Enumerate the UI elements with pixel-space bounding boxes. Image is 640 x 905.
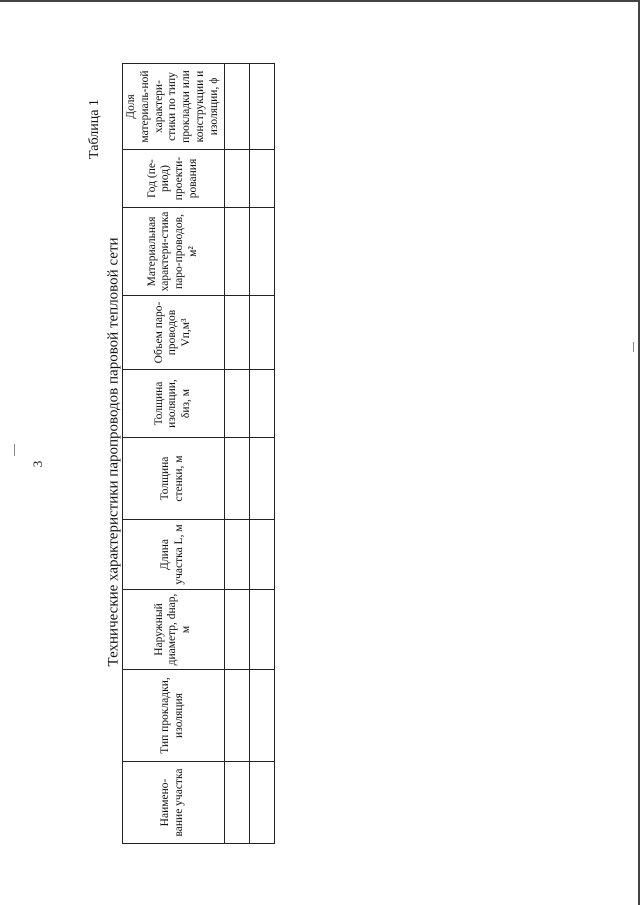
col-header-pipeline-volume: Объем паро-проводов Vп,м³ [123,296,225,370]
table-cell [249,762,274,844]
table-cell [249,64,274,150]
scan-mark [14,444,15,456]
table-cell [249,208,274,296]
table-cell [249,296,274,370]
col-header-wall-thickness: Толщина стенки, м [123,438,225,520]
col-header-material-characteristic: Материальная характери-стика паро-проводов, м² [123,208,225,296]
table-cell [224,296,249,370]
col-header-laying-type: Тип прокладки, изоляция [123,670,225,762]
table-cell [224,438,249,520]
col-header-section-name: Наимено-вание участка [123,762,225,844]
table-cell [224,762,249,844]
table-cell [249,670,274,762]
table-row [249,64,274,844]
scan-mark [633,342,634,352]
page-number: 3 [30,460,45,468]
table-cell [249,370,274,438]
table-cell [224,150,249,208]
table-cell [224,370,249,438]
table-caption: Технические характеристики паропроводов паровой тепловой сети [105,237,122,667]
table-cell [249,438,274,520]
table-cell [224,670,249,762]
table-cell [249,520,274,590]
table-cell [224,64,249,150]
table-cell [249,150,274,208]
table-header-row [123,64,225,844]
table-label: Таблица 1 [87,99,102,159]
col-header-insulation-thickness: Толщина изоляции, δиз, м [123,370,225,438]
col-header-section-length: Длина участка L, м [123,520,225,590]
col-header-design-year: Год (пе-риод) проекти-рования [123,150,225,208]
col-header-outer-diameter: Наружный диаметр, dнар, м [123,590,225,670]
table-cell [224,208,249,296]
table-cell [224,590,249,670]
col-header-material-share: Доля материаль-ной характери-стики по типу прокладки или конструкции и изоляции, ϕ [123,64,225,150]
table-row [224,64,249,844]
table-cell [224,520,249,590]
steam-pipeline-table [122,64,247,844]
table-cell [249,590,274,670]
